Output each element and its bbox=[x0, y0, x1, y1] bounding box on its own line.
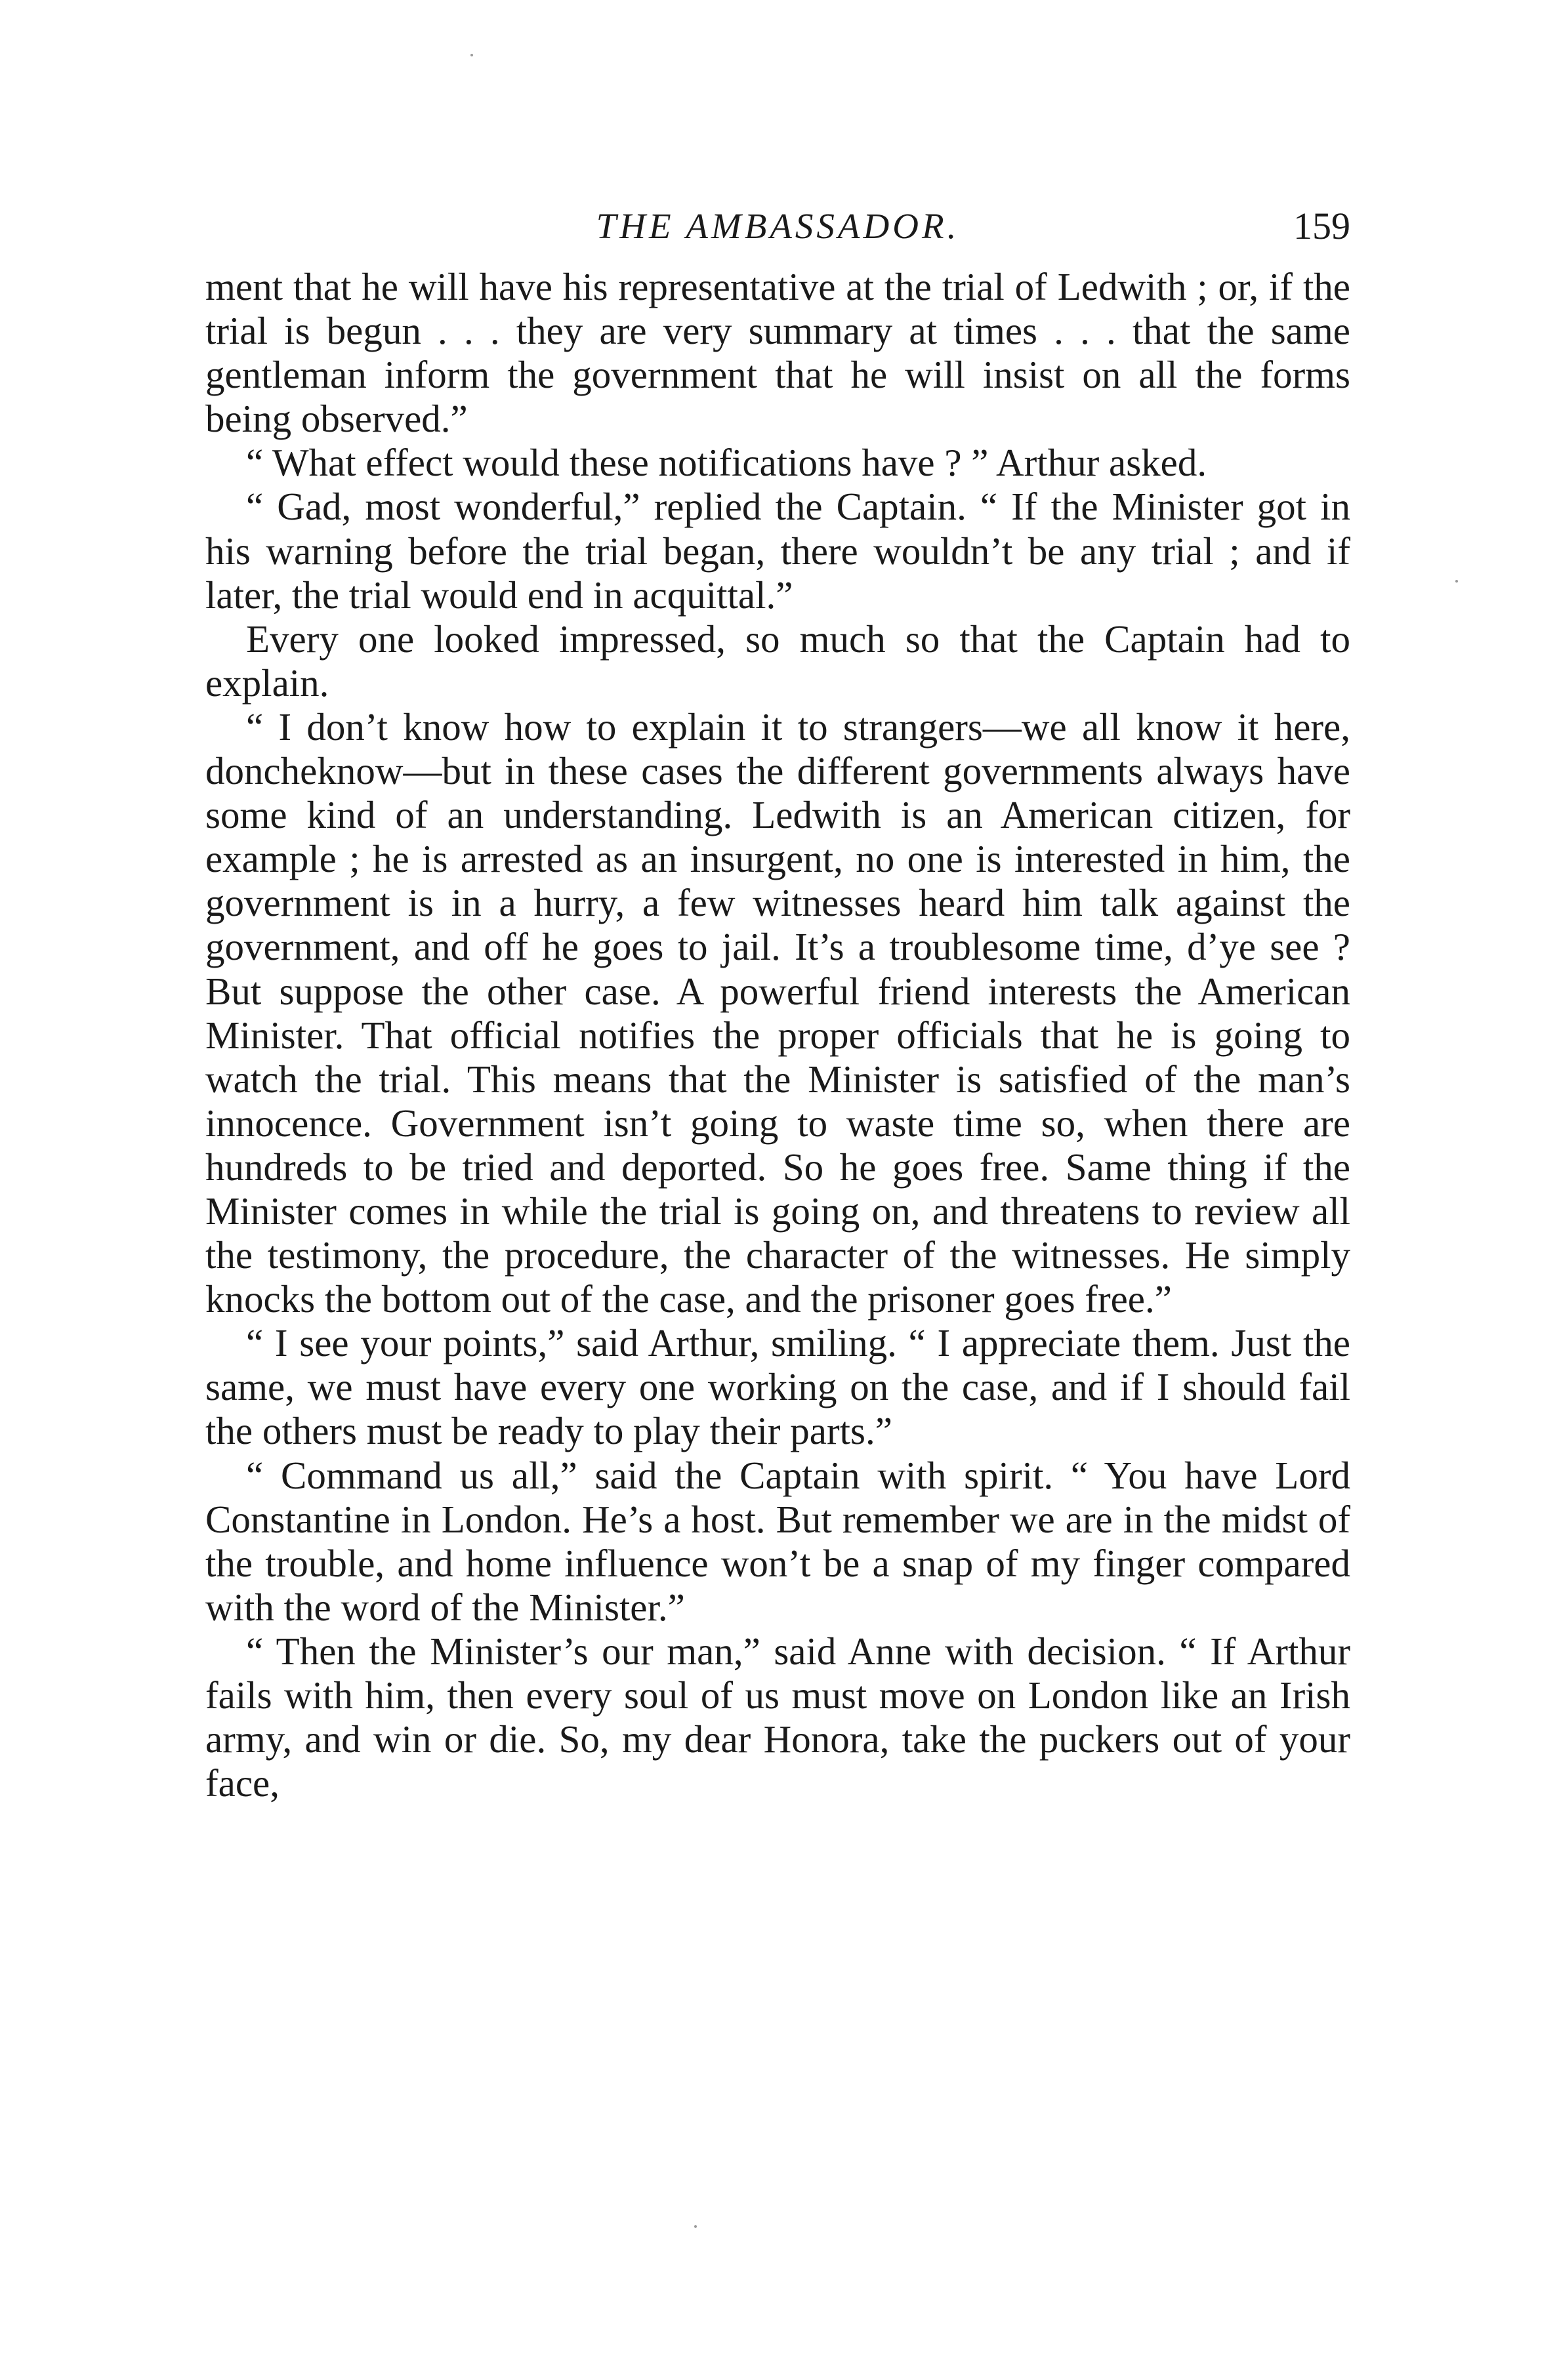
paragraph: “ I see your points,” said Arthur, smiling. “ I appreciate them. Just the same, we must have every one working on the case, and if I should fail the others must be ready to play their parts.” bbox=[205, 1321, 1350, 1453]
scan-speck bbox=[1455, 580, 1458, 583]
paragraph: “ Then the Minister’s our man,” said Anne with decision. “ If Arthur fails with him, then every soul of us must move on London like an Irish army, and win or die. So, my dear Honora, take the puckers out of your face, bbox=[205, 1629, 1350, 1805]
scan-speck bbox=[694, 2225, 697, 2228]
paragraph: “ Command us all,” said the Captain with spirit. “ You have Lord Constantine in London. He’s a host. But remember we are in the midst of the trouble, and home influence won’t be a snap of my finger compared with the word of the Minister.” bbox=[205, 1453, 1350, 1629]
body-text bbox=[205, 265, 1350, 1805]
paragraph: “ I don’t know how to explain it to strangers—we all know it here, doncheknow—but in these cases the different governments always have some kind of an understanding. Ledwith is an American citizen, for example ; he is arrested as an insurgent, no one is interested in him, the government is in a hurry, a few witnesses heard him talk against the government, and off he goes to jail. It’s a troublesome time, d’ye see ? But suppose the other case. A powerful friend interests the American Minister. That official notifies the proper officials that he is going to watch the trial. This means that the Minister is satisfied of the man’s innocence. Government isn’t going to waste time so, when there are hundreds to be tried and deported. So he goes free. Same thing if the Minister comes in while the trial is going on, and threatens to review all the testimony, the procedure, the character of the witnesses. He simply knocks the bottom out of the case, and the prisoner goes free.” bbox=[205, 705, 1350, 1321]
page-number: 159 bbox=[1293, 205, 1350, 247]
running-title: THE AMBASSADOR. bbox=[596, 206, 960, 246]
page-header bbox=[205, 197, 1350, 256]
paragraph: Every one looked impressed, so much so that the Captain had to explain. bbox=[205, 617, 1350, 705]
paragraph: “ What effect would these notifications have ? ” Arthur asked. bbox=[246, 441, 1207, 485]
paragraph: “ Gad, most wonderful,” replied the Captain. “ If the Minister got in his warning before the trial began, there wouldn’t be any trial ; and if later, the trial would end in acquittal.” bbox=[205, 485, 1350, 617]
paragraph: ment that he will have his representative at the trial of Ledwith ; or, if the trial is begun . . . they are very summary at times . . . that the same gentleman inform the government that he will insist on all the forms being observed.” bbox=[205, 265, 1350, 441]
scan-speck bbox=[470, 54, 473, 56]
